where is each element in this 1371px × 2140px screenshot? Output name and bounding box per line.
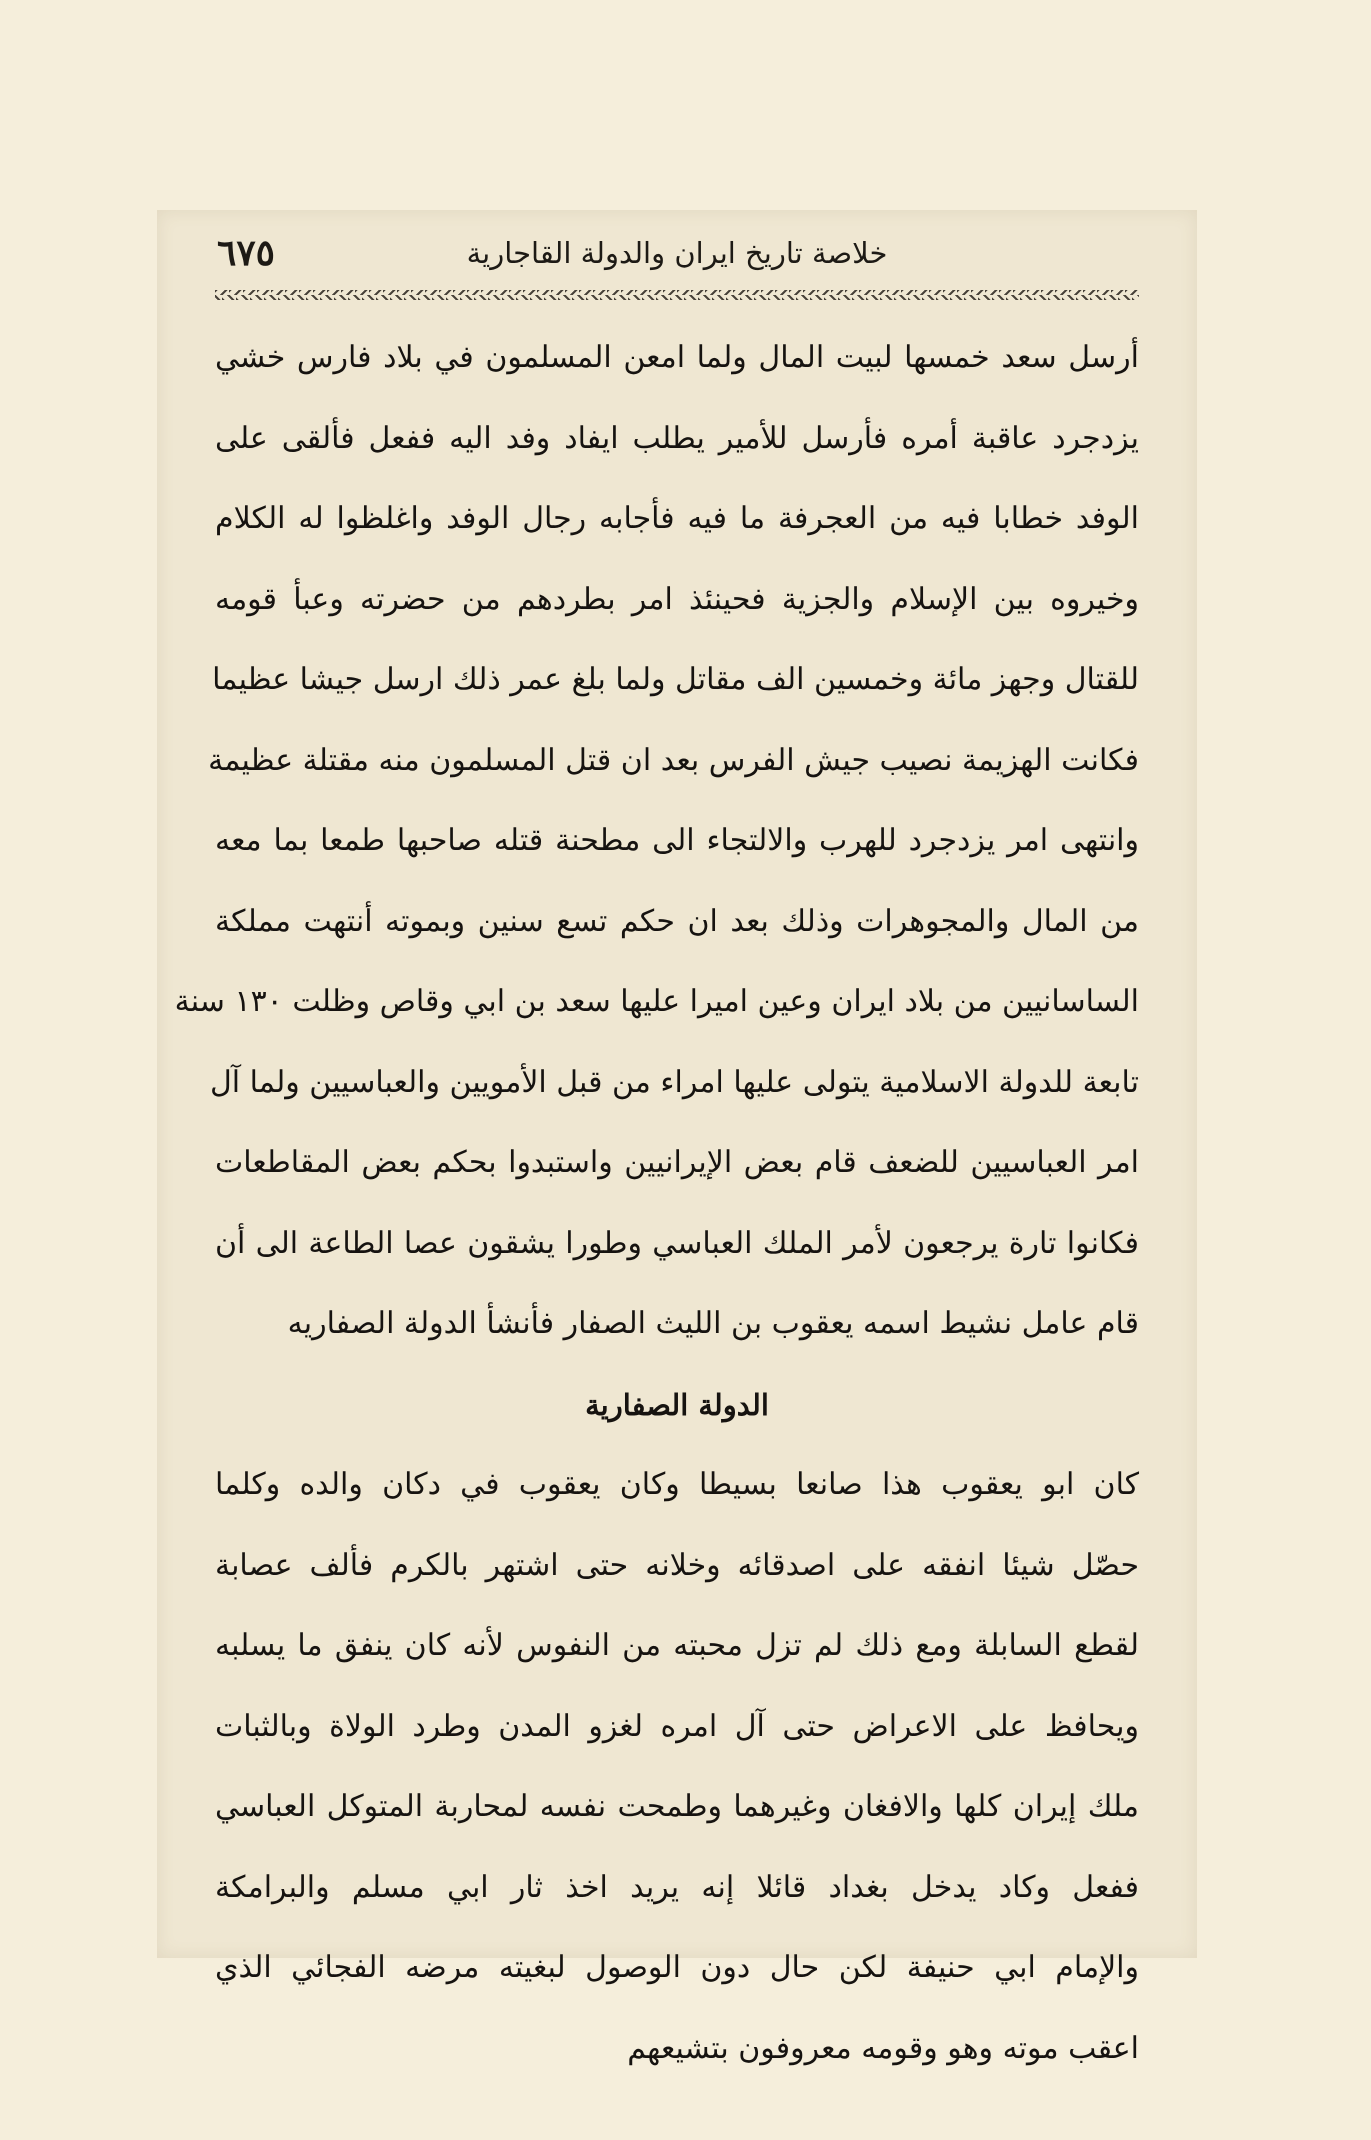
text-line: كان ابو يعقوب هذا صانعا بسيطا وكان يعقوب في دكان والده وكلما — [215, 1467, 1139, 1502]
text-line: أرسل سعد خمسها لبيت المال ولما امعن المسلمون في بلاد فارس خشي — [215, 340, 1139, 375]
text-line: الساسانيين من بلاد ايران وعين اميرا عليها سعد بن ابي وقاص وظلت ١٣٠ سنة — [174, 984, 1139, 1019]
text-line: اعقب موته وهو وقومه معروفون بتشيعهم — [627, 2030, 1139, 2066]
text-line: فكانت الهزيمة نصيب جيش الفرس بعد ان قتل المسلمون منه مقتلة عظيمة — [208, 742, 1139, 778]
page-header — [217, 232, 1137, 282]
text-line: تابعة للدولة الاسلامية يتولى عليها امراء من قبل الأمويين والعباسيين ولما آل — [209, 1064, 1139, 1100]
text-line: من المال والمجوهرات وذلك بعد ان حكم تسع سنين وبموته أنتهت مملكة — [215, 903, 1139, 939]
paragraph-2 — [215, 1445, 1139, 2089]
text-line: ففعل وكاد يدخل بغداد قائلا إنه يريد اخذ ثار ابي مسلم والبرامكة — [215, 1869, 1139, 1905]
paragraph-1 — [174, 318, 1139, 1365]
header-ornamental-rule — [215, 290, 1139, 300]
text-line: قام عامل نشيط اسمه يعقوب بن الليث الصفار فأنشأ الدولة الصفاريه — [287, 1306, 1139, 1341]
text-line: يزدجرد عاقبة أمره فأرسل للأمير يطلب ايفاد وفد اليه ففعل فألقى على — [215, 420, 1139, 456]
text-line: والإمام ابي حنيفة لكن حال دون الوصول لبغيته مرضه الفجائي الذي — [215, 1950, 1139, 1985]
section-heading: الدولة الصفارية — [585, 1387, 769, 1422]
text-line: وخيروه بين الإسلام والجزية فحينئذ امر بطردهم من حضرته وعبأ قومه — [215, 581, 1139, 617]
text-line: وانتهى امر يزدجرد للهرب والالتجاء الى مطحنة قتله صاحبها طمعا بما معه — [215, 823, 1139, 858]
text-line: ويحافظ على الاعراض حتى آل امره لغزو المدن وطرد الولاة وبالثبات — [215, 1708, 1139, 1744]
text-line: لقطع السابلة ومع ذلك لم تزل محبته من النفوس لأنه كان ينفق ما يسلبه — [215, 1628, 1139, 1663]
text-line: حصّل شيئا انفقه على اصدقائه وخلانه حتى اشتهر بالكرم فألف عصابة — [215, 1547, 1139, 1583]
page-number: ٦٧٥ — [217, 232, 276, 274]
page-body — [174, 318, 1139, 2089]
text-line: امر العباسيين للضعف قام بعض الإيرانيين واستبدوا بحكم بعض المقاطعات — [215, 1145, 1139, 1180]
text-line: فكانوا تارة يرجعون لأمر الملك العباسي وطورا يشقون عصا الطاعة الى أن — [215, 1225, 1139, 1261]
text-line: للقتال وجهز مائة وخمسين الف مقاتل ولما بلغ عمر ذلك ارسل جيشا عظيما — [212, 662, 1139, 697]
text-line: الوفد خطابا فيه من العجرفة ما فيه فأجابه رجال الوفد واغلظوا له الكلام — [215, 501, 1139, 536]
running-title: خلاصة تاريخ ايران والدولة القاجارية — [466, 236, 888, 270]
book-page — [157, 210, 1197, 2066]
text-line: ملك إيران كلها والافغان وغيرهما وطمحت نفسه لمحاربة المتوكل العباسي — [215, 1789, 1139, 1824]
